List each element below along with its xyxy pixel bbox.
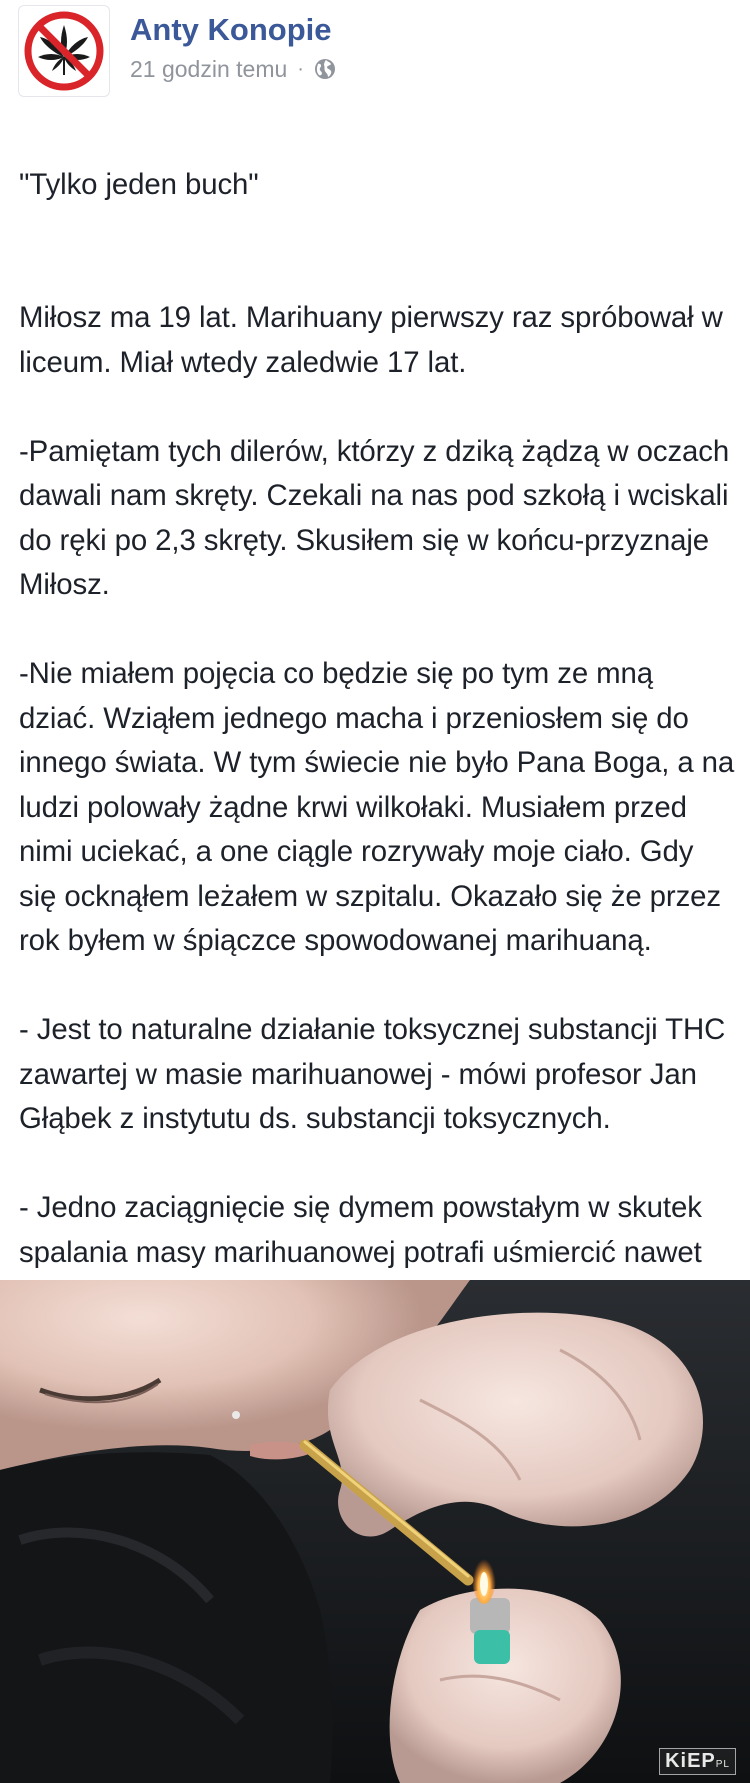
watermark-suffix: PL [715,1759,730,1770]
post-header [18,6,337,96]
post-meta [130,12,337,83]
post-title: "Tylko jeden buch" [19,167,259,201]
post-paragraph-2: -Pamiętam tych dilerów, którzy z dziką żądzą w oczach dawali nam skręty. Czekali na nas pod szkołą i wciskali do ręki po 2,3 skręty. Skusiłem się w końcu-przyznaje Miłosz. [19,434,730,601]
site-watermark [659,1748,736,1775]
globe-icon [313,57,337,81]
page-name-link[interactable]: Anty Konopie [130,12,332,47]
post-time-row [130,55,337,83]
post-paragraph-3: -Nie miałem pojęcia co będzie się po tym ze mną dziać. Wziąłem jednego macha i przeniosłem się do innego świata. W tym świecie nie było Pana Boga, a na ludzi polowały żądne krwi wilkołaki. Musiałem przed nimi uciekać, a one ciągle rozrywały moje ciało. Gdy się ocknąłem leżałem w szpitalu. Okazało się że przez rok byłem w śpiączce spowodowanej marihuaną. [19,657,735,957]
photo-smoking-scene [0,1280,750,1783]
meta-separator: · [297,58,304,80]
page-avatar[interactable] [18,5,110,97]
post-paragraph-1: Miłosz ma 19 lat. Marihuany pierwszy raz spróbował w liceum. Miał wtedy zaledwie 17 lat. [19,301,723,379]
post-paragraph-4: - Jest to naturalne działanie toksycznej substancji THC zawartej w masie marihuanowej - mówi profesor Jan Głąbek z instytutu ds. substancji toksycznych. [19,1013,726,1135]
watermark-main: KiEP [665,1750,716,1772]
post-body [19,118,737,1364]
post-photo[interactable] [0,1280,750,1783]
post-paragraph-5: - Jedno zaciągnięcie się dymem powstałym w skutek spalania masy marihuanowej potrafi uśmiercić nawet [19,1191,702,1269]
post-timestamp[interactable]: 21 godzin temu [130,56,288,82]
no-cannabis-icon [22,9,106,93]
